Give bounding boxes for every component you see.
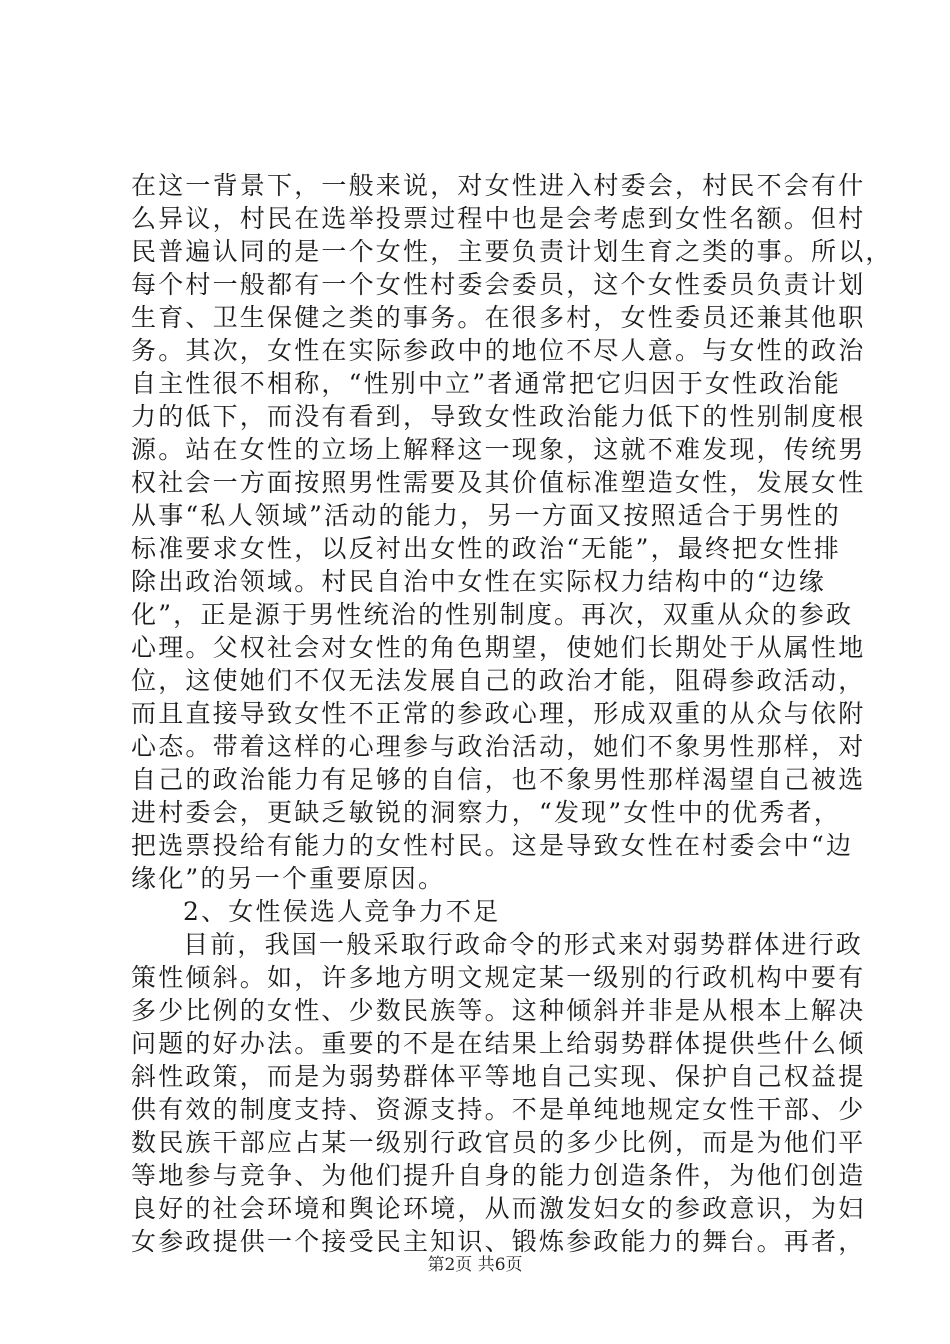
text-line: 生育、卫生保健之类的事务。在很多村，女性委员还兼其他职 bbox=[131, 303, 866, 332]
text-line: 权社会一方面按照男性需要及其价值标准塑造女性，发展女性 bbox=[131, 468, 866, 497]
text-line: 女参政提供一个接受民主知识、锻炼参政能力的舞台。再者， bbox=[131, 1227, 866, 1256]
text-line: 标准要求女性，以反衬出女性的政治“无能”，最终把女性排 bbox=[131, 534, 841, 563]
text-line: 力的低下，而没有看到，导致女性政治能力低下的性别制度根 bbox=[131, 402, 866, 431]
text-line: 心态。带着这样的心理参与政治活动，她们不象男性那样，对 bbox=[131, 732, 866, 761]
text-line: 心理。父权社会对女性的角色期望，使她们长期处于从属性地 bbox=[131, 633, 866, 662]
text-line: 问题的好办法。重要的不是在结果上给弱势群体提供些什么倾 bbox=[131, 1029, 866, 1058]
text-line: 除出政治领域。村民自治中女性在实际权力结构中的“边缘 bbox=[131, 567, 826, 596]
text-line: 而且直接导致女性不正常的参政心理，形成双重的从众与依附 bbox=[131, 699, 866, 728]
text-line: 策性倾斜。如，许多地方明文规定某一级别的行政机构中要有 bbox=[131, 963, 866, 992]
paragraph-first-line: 目前，我国一般采取行政命令的形式来对弱势群体进行政 bbox=[183, 930, 864, 959]
text-line: 民普遍认同的是一个女性，主要负责计划生育之类的事。所以， bbox=[131, 237, 893, 266]
text-line: 数民族干部应占某一级别行政官员的多少比例，而是为他们平 bbox=[131, 1128, 866, 1157]
text-line: 每个村一般都有一个女性村委会委员，这个女性委员负责计划 bbox=[131, 270, 866, 299]
text-line: 在这一背景下，一般来说，对女性进入村委会，村民不会有什 bbox=[131, 171, 866, 200]
page-number-footer: 第2页 共6页 bbox=[427, 1255, 523, 1275]
text-line: 斜性政策，而是为弱势群体平等地自己实现、保护自己权益提 bbox=[131, 1062, 866, 1091]
text-line: 位，这使她们不仅无法发展自己的政治才能，阻碍参政活动， bbox=[131, 666, 866, 695]
text-line: 进村委会，更缺乏敏锐的洞察力，“发现”女性中的优秀者， bbox=[131, 798, 841, 827]
text-line: 自己的政治能力有足够的自信，也不象男性那样渴望自己被选 bbox=[131, 765, 866, 794]
text-line: 把选票投给有能力的女性村民。这是导致女性在村委会中“边 bbox=[131, 831, 854, 860]
text-line: 多少比例的女性、少数民族等。这种倾斜并非是从根本上解决 bbox=[131, 996, 866, 1025]
text-line: 从事“私人领域”活动的能力，另一方面又按照适合于男性的 bbox=[131, 501, 841, 530]
text-line: 化”，正是源于男性统治的性别制度。再次，双重从众的参政 bbox=[131, 600, 854, 629]
text-line: 缘化”的另一个重要原因。 bbox=[131, 864, 446, 893]
text-line: 源。站在女性的立场上解释这一现象，这就不难发现，传统男 bbox=[131, 435, 866, 464]
text-line: 良好的社会环境和舆论环境，从而激发妇女的参政意识，为妇 bbox=[131, 1194, 866, 1223]
text-line: 供有效的制度支持、资源支持。不是单纯地规定女性干部、少 bbox=[131, 1095, 866, 1124]
text-line: 么异议，村民在选举投票过程中也是会考虑到女性名额。但村 bbox=[131, 204, 866, 233]
section-heading: 2、女性侯选人竞争力不足 bbox=[183, 897, 501, 926]
text-line: 等地参与竞争、为他们提升自身的能力创造条件，为他们创造 bbox=[131, 1161, 866, 1190]
text-line: 务。其次，女性在实际参政中的地位不尽人意。与女性的政治 bbox=[131, 336, 866, 365]
body-text bbox=[131, 169, 893, 1258]
text-line: 自主性很不相称，“性别中立”者通常把它归因于女性政治能 bbox=[131, 369, 841, 398]
